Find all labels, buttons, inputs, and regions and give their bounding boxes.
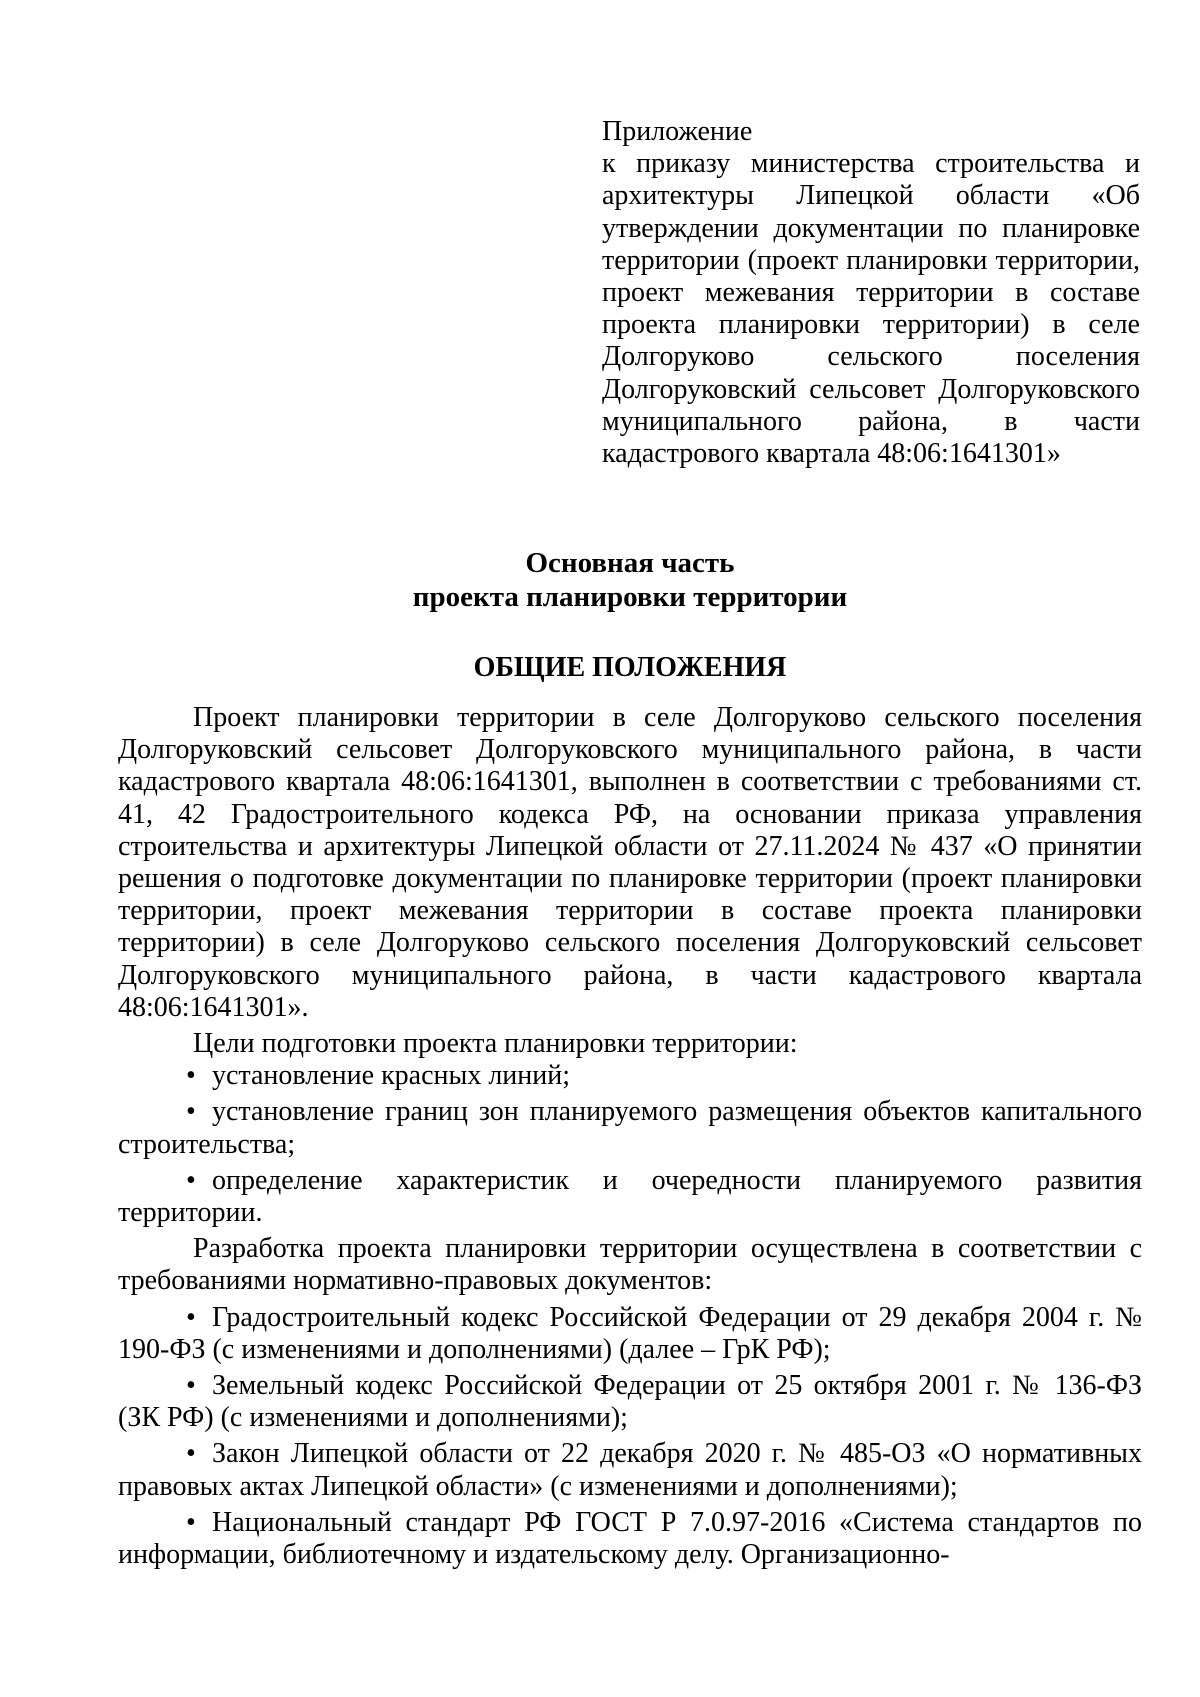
bullet-icon: •	[186, 1506, 196, 1538]
bullet-icon: •	[186, 1164, 196, 1196]
document-item-text: Национальный стандарт РФ ГОСТ Р 7.0.97-2016 «Система стандартов по информации, библиотечному и издательскому делу. Организационно-	[118, 1506, 1142, 1571]
appendix-label: Приложение	[602, 116, 753, 147]
goal-item	[118, 1060, 1142, 1092]
bullet-icon: •	[186, 1438, 196, 1470]
documents-lead-paragraph: Разработка проекта планировки территории осуществлена в соответствии с требованиями нормативно-правовых документов:	[118, 1233, 1142, 1297]
document-title	[120, 546, 1140, 614]
goal-item-text: определение характеристик и очередности планируемого развития территории.	[118, 1164, 1142, 1229]
goal-item	[118, 1096, 1142, 1160]
document-item	[118, 1302, 1142, 1366]
title-line-1: Основная часть	[525, 547, 735, 579]
appendix-block	[602, 116, 1140, 470]
document-item	[118, 1370, 1142, 1434]
bullet-icon: •	[186, 1096, 196, 1128]
goal-item-text: установление красных линий;	[212, 1060, 571, 1092]
bullet-icon: •	[186, 1370, 196, 1402]
goal-item	[118, 1165, 1142, 1229]
bullet-icon: •	[186, 1301, 196, 1333]
document-item-text: Закон Липецкой области от 22 декабря 2020 г. № 485-ОЗ «О нормативных правовых актах Липецкой области» (с изменениями и дополнениями);	[118, 1438, 1142, 1502]
document-item-text: Земельный кодекс Российской Федерации от 25 октября 2001 г. № 136-ФЗ (ЗК РФ) (с изменениями и дополнениями);	[118, 1370, 1142, 1434]
document-item	[118, 1507, 1142, 1571]
bullet-icon: •	[186, 1060, 196, 1092]
document-item	[118, 1438, 1142, 1502]
goals-lead-paragraph: Цели подготовки проекта планировки территории:	[193, 1028, 798, 1060]
document-item-text: Градостроительный кодекс Российской Федерации от 29 декабря 2004 г. № 190-ФЗ (с изменениями и дополнениями) (далее – ГрК РФ);	[118, 1301, 1142, 1365]
intro-paragraph: Проект планировки территории в селе Долгоруково сельского поселения Долгоруковский сельсовет Долгоруковского муниципального района, в части кадастрового квартала 48:06:1641301, выполнен в соответствии с требованиями ст. 41, 42 Градостроительного кодекса РФ, на основании приказа управления строительства и архитектуры Липецкой области от 27.11.2024 № 437 «О принятии решения о подготовке документации по планировке территории (проект планировки территории, проект межевания территории в составе проекта планировки территории) в селе Долгоруково сельского поселения Долгоруковский сельсовет Долгоруковского муниципального района, в части кадастрового квартала 48:06:1641301».	[118, 702, 1142, 1023]
main-content	[118, 702, 1142, 1571]
goal-item-text: установление границ зон планируемого размещения объектов капитального строительства;	[118, 1096, 1142, 1160]
section-heading: ОБЩИЕ ПОЛОЖЕНИЯ	[473, 652, 787, 683]
title-line-2: проекта планировки территории	[412, 581, 848, 613]
appendix-text: к приказу министерства строительства и архитектуры Липецкой области «Об утверждении документации по планировке территории (проект планировки территории, проект межевания территории в составе проекта планировки территории) в селе Долгоруково сельского поселения Долгоруковский сельсовет Долгоруковского муниципального района, в части кадастрового квартала 48:06:1641301»	[602, 148, 1140, 470]
